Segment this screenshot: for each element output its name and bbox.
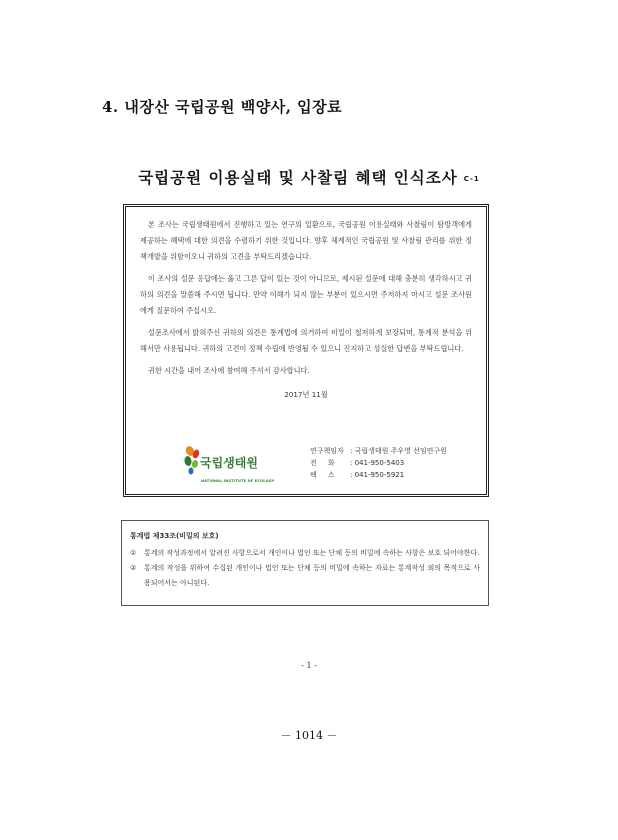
page-number: － 1014 － [280,729,338,742]
survey-title [0,166,618,188]
law-item-number: ① [130,549,137,557]
contact-info [310,445,447,481]
intro-box [123,204,489,497]
intro-paragraph: 설문조사에서 밝혀주신 귀하의 의견은 통계법에 의거하여 비밀이 철저하게 보장되며, 통계적 분석을 위해서만 사용됩니다. 귀하의 고견이 정책 수립에 반영될 수 있으니 진지하고 성실한 답변을 부탁드립니다. [140,328,472,353]
inner-page-number: - 1 - [301,661,317,670]
contact-researcher: 연구책임자 : 국립생태원 주우영 선임연구원 [310,447,447,455]
survey-title-text: 국립공원 이용실태 및 사찰림 혜택 인식조사 [138,169,458,187]
law-item-number: ② [130,564,137,572]
contact-value: 041-950-5403 [354,459,405,467]
survey-date: 2017년 11월 [284,390,328,399]
law-item-text: 통계의 작성을 위하여 수집된 개인이나 법인 또는 단체 등의 비밀에 속하는 자료는 통계작성 외의 목적으로 사용되어서는 아니된다. [144,564,480,587]
contact-value: 국립생태원 주우영 선임연구원 [354,447,447,455]
law-box [121,520,489,606]
logo-name: 국립생태원 [200,456,258,470]
contact-phone: 전 화 : 041-950-5403 [310,459,405,467]
intro-paragraph: 이 조사의 설문 응답에는 옳고 그른 답이 있는 것이 아니므로, 제시된 설문에 대해 충분히 생각하시고 귀하의 의견을 말씀해 주시면 됩니다. 만약 이해가 되지 않는 부분이 있으시면 주저하지 마시고 설문 조사원에게 질문하여 주십시오. [140,274,472,315]
section-heading: 4. 내장산 국립공원 백양사, 입장료 [102,98,343,116]
logo-subtitle: NATIONAL INSTITUTE OF ECOLOGY [201,479,275,483]
law-item [130,561,480,591]
contact-label: 팩 스 [310,471,335,479]
law-item-text: 통계의 작성과정에서 알려진 사항으로서 개인이나 법인 또는 단체 등의 비밀에 속하는 사항은 보호 되어야한다. [144,549,480,557]
intro-paragraph: 본 조사는 국립생태원에서 진행하고 있는 연구의 일환으로, 국립공원 이용실태와 사찰림이 탐방객에게 제공하는 혜택에 대한 의견을 수렴하기 위한 것입니다. 향후 체계적인 국립공원 및 사찰림 관리를 위한 정책개발을 위함이오니 귀하의 고견을 부탁드리겠습니다. [140,220,472,261]
intro-paragraph: 귀한 시간을 내어 조사에 참여해 주셔서 감사합니다. [148,366,310,375]
contact-value: 041-950-5921 [354,471,405,479]
law-item [130,546,480,561]
nie-logo [182,445,277,487]
contact-fax: 팩 스 : 041-950-5921 [310,471,405,479]
law-title: 통계법 제33조(비밀의 보호) [130,532,219,540]
contact-label: 전 화 [310,459,335,467]
survey-code: C-1 [463,175,480,183]
contact-label: 연구책임자 [310,447,344,455]
